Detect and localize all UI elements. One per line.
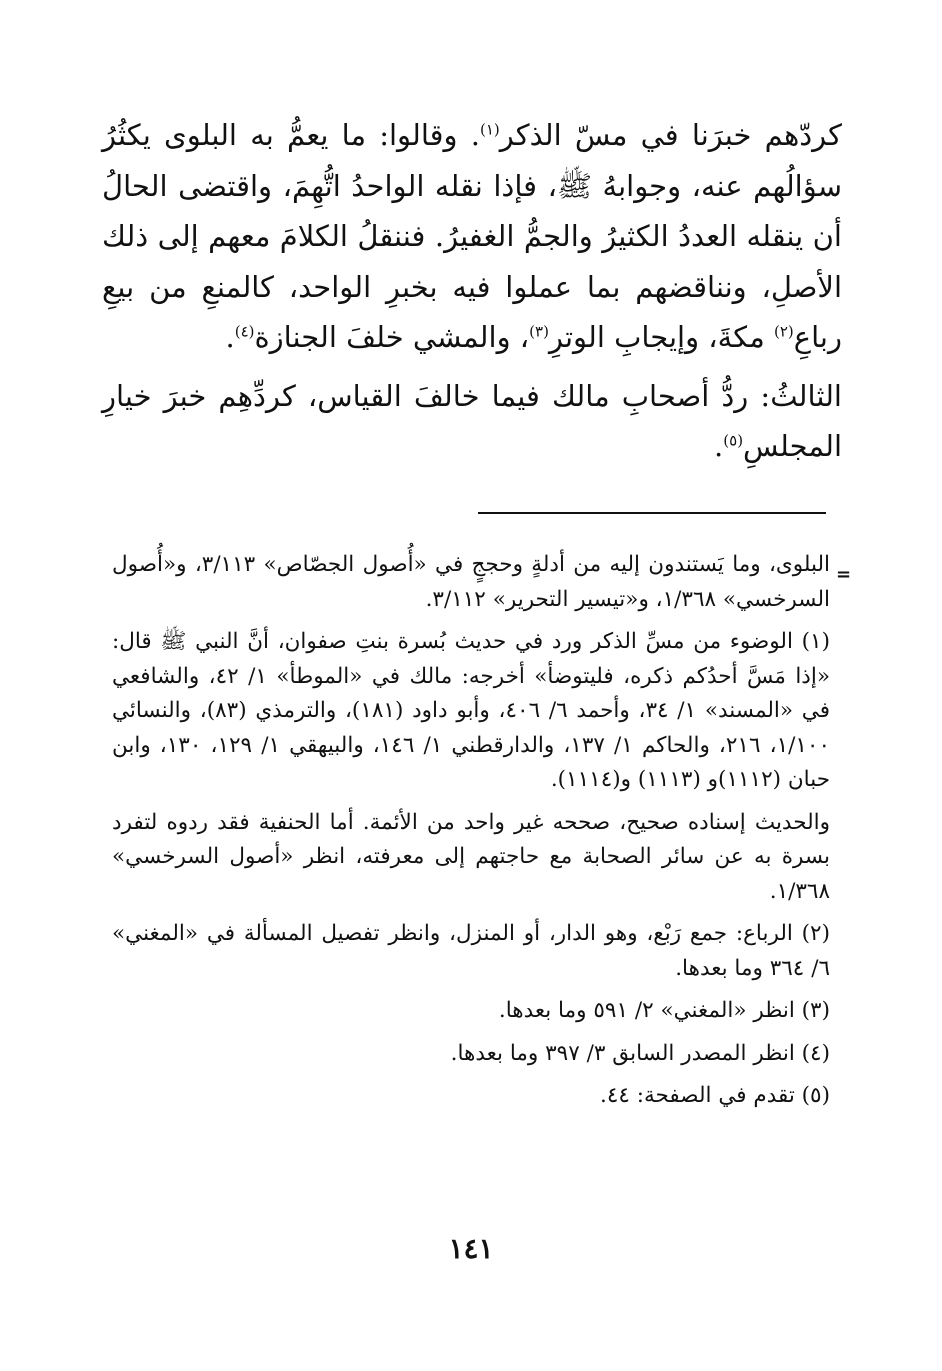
main-paragraph-1 (102, 110, 842, 363)
footnote-text: والحديث إسناده صحيح، صححه غير واحد من الأئمة. أما الحنفية فقد ردوه لتفرد بسرة به عن سائر الصحابة مع حاجتهم إلى معرفته، انظر «أصول السرخسي» ١/٣٦٨. (112, 809, 830, 904)
footnote-number: (٥) (801, 1083, 830, 1108)
footnote-number: (٤) (801, 1040, 830, 1066)
footnote-ref-1: (١) (479, 120, 500, 139)
main-text (102, 110, 842, 472)
text-run: . وقالوا: ما يعمُّ به البلوى يكثُرُ سؤالُهم عنه، وجوابهُ ﷺ، فإذا نقله الواحدُ اتُّهِمَ، واقتضى الحالُ أن ينقله العددُ الكثيرُ والجمُّ الغفيرُ. فننقلُ الكلامَ معهم إلى ذلك الأصلِ، ونناقضهم بما عملوا فيه بخبرِ الواحد، كالمنعِ من بيعِ رباعِ (102, 118, 842, 354)
footnote-number: (٣) (801, 998, 830, 1023)
footnote-number: (١) (801, 629, 830, 654)
footnote-3 (112, 994, 830, 1029)
footnote-ref-4: (٤) (234, 322, 255, 341)
footnote-4 (112, 1037, 830, 1072)
text-run: كردّهم خبرَنا في مسّ الذكر (499, 118, 842, 152)
continuation-mark: = (836, 564, 852, 585)
footnote-text: الرباع: جمع رَبْع، وهو الدار، أو المنزل، وانظر تفصيل المسألة في «المغني» ٦/ ٣٦٤ وما بعدها. (112, 921, 830, 981)
footnote-continuation: البلوى، وما يَستندون إليه من أدلةٍ وحججٍ في «أُصول الجصّاص» ٣/١١٣، و«أُصول السرخسي» ١/٣٦٨، و«تيسير التحرير» ٣/١١٢. (112, 552, 830, 612)
footnote-5 (112, 1079, 830, 1114)
footnote-text: تقدم في الصفحة: ٤٤. (600, 1083, 795, 1108)
text-run: الثالثُ: ردُّ أصحابِ مالك فيما خالفَ القياس، كردِّهِم خبرَ خيارِ المجلسِ (102, 378, 842, 463)
footnote-1 (112, 625, 830, 798)
footnote-2 (112, 917, 830, 986)
main-paragraph-2 (102, 371, 842, 472)
text-run: ، والمشي خلفَ الجنازة (254, 320, 530, 354)
footnotes (112, 548, 830, 1122)
text-run: مكةَ، وإيجابِ الوترِ (548, 320, 774, 354)
text-run: . (714, 429, 724, 463)
footnote-1-continued (112, 806, 830, 910)
footnote-text: انظر «المغني» ٢/ ٥٩١ وما بعدها. (498, 998, 795, 1023)
footnote-ref-3: (٣) (529, 322, 549, 341)
footnote-separator (478, 512, 826, 514)
footnote-ref-2: (٢) (774, 322, 794, 341)
footnote-text: الوضوء من مسِّ الذكر ورد في حديث بُسرة بنتِ صفوان، أنَّ النبي ﷺ قال: «إذا مَسَّ أحدُكم ذكره، فليتوضأ» أخرجه: مالك في «الموطأ» ١/ ٤٢، والشافعي في «المسند» ١/ ٣٤، وأحمد ٦/ ٤٠٦، وأبو داود (١٨١)، والترمذي (٨٣)، والنسائي ١/١٠٠، ٢١٦، والحاكم ١/ ١٣٧، والدارقطني ١/ ١٤٦، والبيهقي ١/ ١٢٩، ١٣٠، وابن حبان (١١١٢)و (١١١٣) و(١١١٤). (112, 629, 831, 792)
text-run: . (225, 320, 235, 354)
footnote-text: انظر المصدر السابق ٣/ ٣٩٧ وما بعدها. (450, 1040, 795, 1066)
footnote-number: (٢) (801, 921, 830, 946)
footnote-ref-5: (٥) (723, 431, 744, 450)
page-number: ١٤١ (448, 1232, 494, 1265)
